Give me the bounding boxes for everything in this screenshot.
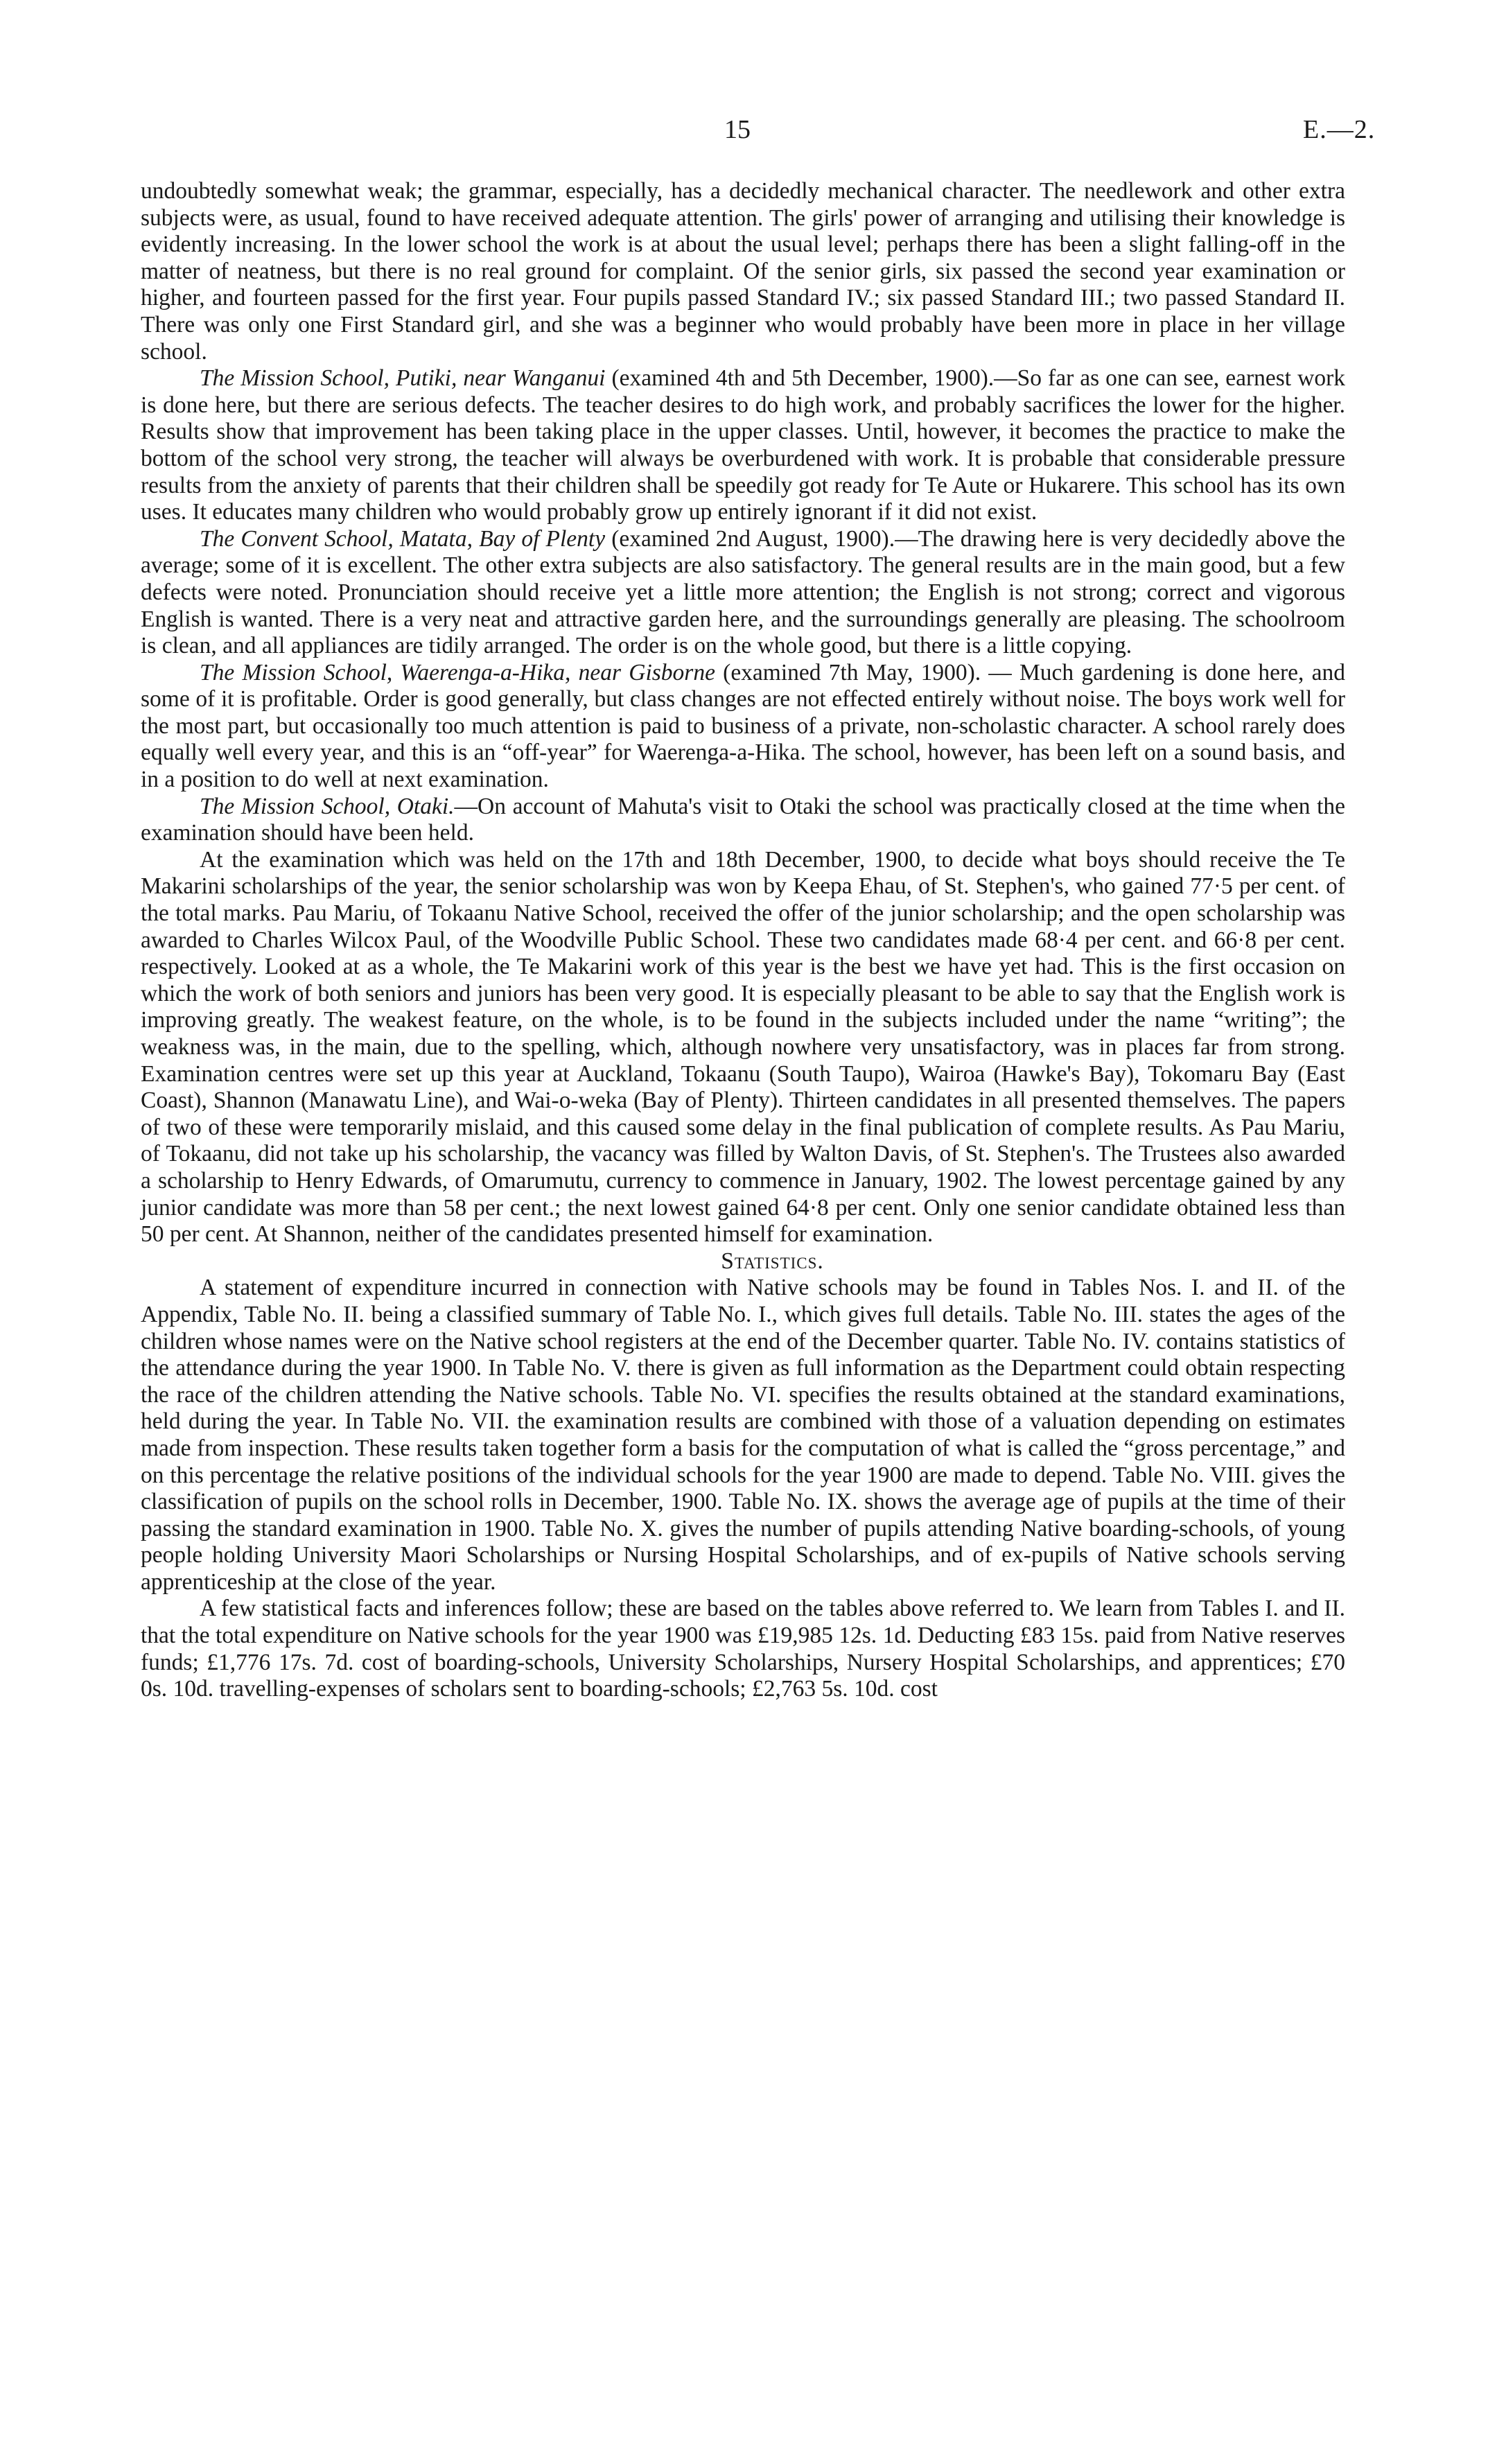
paragraph-text: A statement of expenditure incurred in connection with Native schools may be found in Tables Nos. I. and II. of the Appendix, Table No. II. being a classified summary of Table No. I., which gives full details. Table No. III. states the ages of the children whose names were on the Native school registers at the end of the December quarter. Table No. IV. contains statistics of the attendance during the year 1900. In Table No. V. there is given as full information as the Department could obtain respecting the race of the children attending the Native schools. Table No. VI. specifies the results obtained at the standard examinations, held during the year. In Table No. VII. the examination results are combined with those of a valuation depending on estimates made from inspection. These results taken together form a basis for the computation of what is called the “gross percentage,” and on this percentage the relative positions of the individual schools for the year 1900 are made to depend. Table No. VIII. gives the classification of pupils on the school rolls in December, 1900. Table No. IX. shows the average age of pupils at the time of their passing the standard examination in 1900. Table No. X. gives the number of pupils attending Native boarding-schools, of young people holding University Maori Scholarships or Nursing Hospital Scholarships, and of ex-pupils of Native schools serving apprenticeship at the close of the year. xyxy=(141,1275,1345,1595)
paragraph-text: A few statistical facts and inferences follow; these are based on the tables above referred to. We learn from Tables I. and II. that the total expenditure on Native schools for the year 1900 was £19,985 12s. 1d. Deducting £83 15s. paid from Native reserves funds; £1,776 17s. 7d. cost of boarding-schools, University Scholarships, Nursery Hospital Scholarships, and apprentices; £70 0s. 10d. travelling-expenses of scholars sent to boarding-schools; £2,763 5s. 10d. cost xyxy=(141,1596,1345,1702)
paragraph-text: At the examination which was held on the 17th and 18th December, 1900, to decide what boys should receive the Te Makarini scholarships of the year, the senior scholarship was won by Keepa Ehau, of St. Stephen's, who gained 77·5 per cent. of the total marks. Pau Mariu, of Tokaanu Native School, received the offer of the junior scholarship; and the open scholarship was awarded to Charles Wilcox Paul, of the Woodville Public School. These two candidates made 68·4 per cent. and 66·8 per cent. respectively. Looked at as a whole, the Te Makarini work of this year is the best we have yet had. This is the first occasion on which the work of both seniors and juniors has been very good. It is especially pleasant to be able to say that the English work is improving greatly. The weakest feature, on the whole, is to be found in the subjects included under the name “writing”; the weakness was, in the main, due to the spelling, which, although nowhere very unsatisfactory, was in places far from strong. Examination centres were set up this year at Auckland, Tokaanu (South Taupo), Wairoa (Hawke's Bay), Tokomaru Bay (East Coast), Shannon (Manawatu Line), and Wai-o-weka (Bay of Plenty). Thirteen candidates in all presented themselves. The papers of two of these were temporarily mislaid, and this caused some delay in the final publication of complete results. As Pau Mariu, of Tokaanu, did not take up his scholarship, the vacancy was filled by Walton Davis, of St. Stephen's. The Trustees also awarded a scholarship to Henry Edwards, of Omarumutu, currency to commence in January, 1902. The lowest percentage gained by any junior candidate was more than 58 per cent.; the next lowest gained 64·8 per cent. Only one senior candidate obtained less than 50 per cent. At Shannon, neither of the candidates presented himself for examination. xyxy=(141,846,1345,1248)
paragraph-text: (examined 2nd August, 1900).—The drawing here is very decidedly above the average; some of it is excellent. The other extra subjects are also satisfactory. The general results are in the main good, but a few defects were noted. Pronunciation should receive yet a little more attention; the English is not strong; correct and vigorous English is wanted. There is a very neat and attractive garden here, and the surroundings generally are pleasing. The schoolroom is clean, and all appliances are tidily arranged. The order is on the whole good, but there is a little copying. xyxy=(141,525,1345,659)
body-text xyxy=(141,178,1345,1703)
page-header xyxy=(0,114,1506,156)
school-title: The Convent School, Matata, Bay of Plenty xyxy=(200,525,606,552)
paragraph-text: undoubtedly somewhat weak; the grammar, especially, has a decidedly mechanical character. The needlework and other extra subjects were, as usual, found to have received adequate attention. The girls' power of arranging and utilising their knowledge is evidently increasing. In the lower school the work is at about the usual level; perhaps there has been a slight falling-off in the matter of neatness, but there is no real ground for complaint. Of the senior girls, six passed the second year examination or higher, and fourteen passed for the first year. Four pupils passed Standard IV.; six passed Standard III.; two passed Standard II. There was only one First Standard girl, and she was a beginner who would probably have been more in place in her village school. xyxy=(141,178,1345,365)
paragraph-otaki xyxy=(141,794,1345,847)
paragraph-putiki xyxy=(141,365,1345,526)
school-title: The Mission School, Putiki, near Wanganui xyxy=(200,365,606,392)
report-reference: E.—2. xyxy=(1303,115,1376,144)
paragraph-text: (examined 7th May, 1900). — Much gardening is done here, and some of it is profitable. Order is good generally, but class changes are not effected entirely without noise. The boys work well for the most part, but occasionally too much attention is paid to business of a private, non-scholastic character. A school rarely does equally well every year, and this is an “off-year” for Waerenga-a-Hika. The school, however, has been left on a sound basis, and in a position to do well at next examination. xyxy=(141,659,1345,793)
paragraph-statistics-tables xyxy=(141,1275,1345,1596)
page-number: 15 xyxy=(724,115,751,144)
paragraph-statistical-facts xyxy=(141,1596,1345,1702)
paragraph-text: (examined 4th and 5th December, 1900).—So far as one can see, earnest work is done here, but there are serious defects. The teacher desires to do high work, and probably sacrifices the lower for the higher. Results show that improvement has been taking place in the upper classes. Until, however, it becomes the practice to make the bottom of the school very strong, the teacher will always be overburdened with work. It is probable that considerable pressure results from the anxiety of parents that their children shall be speedily got ready for Te Aute or Hukarere. This school has its own uses. It educates many children who would probably grow up entirely ignorant if it did not exist. xyxy=(141,365,1345,525)
paragraph-waerenga-a-hika xyxy=(141,660,1345,794)
statistics-heading: Statistics. xyxy=(721,1248,824,1274)
paragraph-girls-school xyxy=(141,178,1345,365)
school-title: The Mission School, Waerenga-a-Hika, near Gisborne xyxy=(200,659,715,685)
school-title: The Mission School, Otaki. xyxy=(200,793,455,819)
paragraph-matata xyxy=(141,526,1345,660)
paragraph-te-makarini xyxy=(141,847,1345,1248)
paragraph-text: —On account of Mahuta's visit to Otaki the school was practically closed at the time when the examination should have been held. xyxy=(141,793,1346,846)
